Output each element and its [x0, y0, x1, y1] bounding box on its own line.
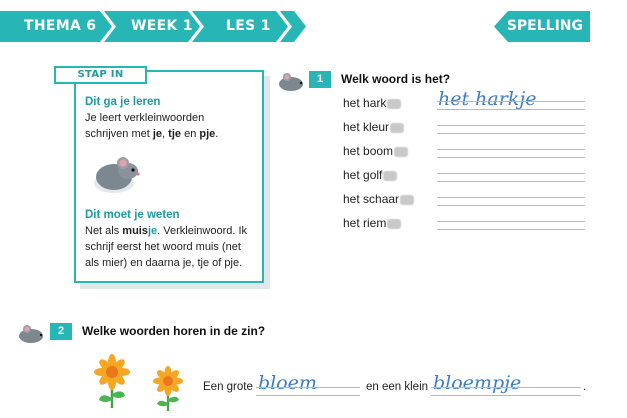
answer-bloem: bloem: [258, 372, 317, 394]
goal-text-line-2: schrijven met je, tje en pje.: [85, 128, 219, 140]
mouse-illustration: [92, 155, 144, 195]
word-item: het riem: [343, 216, 401, 230]
word-item: het schaar: [343, 192, 414, 206]
goal-heading: Dit ga je leren: [85, 96, 161, 108]
answer-line[interactable]: [437, 101, 585, 102]
answer-line[interactable]: [437, 181, 585, 182]
answer-line[interactable]: [437, 133, 585, 134]
sentence-mid: en een klein: [366, 381, 429, 393]
big-flower-illustration: [93, 354, 131, 410]
goal-text-line-1: Je leert verkleinwoorden: [85, 112, 205, 124]
answer-line[interactable]: [431, 395, 581, 396]
sentence-start: Een grote: [203, 381, 253, 393]
answer-line[interactable]: [437, 149, 585, 150]
exercise-1-question: Welk woord is het?: [341, 72, 451, 86]
breadcrumb-les[interactable]: LES 1: [226, 18, 271, 34]
know-text-line-2: schrijf eerst het woord muis (net: [85, 241, 241, 253]
example-answer: het harkje: [438, 88, 537, 110]
word-item: het boom: [343, 144, 408, 158]
subject-label: SPELLING: [506, 18, 583, 34]
breadcrumb-week[interactable]: WEEK 1: [131, 18, 193, 34]
answer-line[interactable]: [437, 157, 585, 158]
mouse-icon: [276, 70, 306, 92]
answer-line[interactable]: [437, 125, 585, 126]
word-item: het kleur: [343, 120, 404, 134]
know-text-line-1: Net als muisje. Verkleinwoord. Ik: [85, 225, 248, 237]
word-item: het hark: [343, 96, 401, 110]
answer-bloempje: bloempje: [433, 372, 522, 394]
exercise-1-number: 1: [309, 71, 331, 88]
answer-line[interactable]: [437, 205, 585, 206]
know-text-line-3: als mier) en daarna je, tje of pje.: [85, 257, 243, 269]
sentence-end: .: [583, 381, 587, 393]
know-heading: Dit moet je weten: [85, 209, 180, 221]
answer-line[interactable]: [256, 387, 360, 388]
mouse-icon: [14, 322, 46, 344]
answer-line[interactable]: [437, 109, 585, 110]
stap-in-tab: STAP IN: [54, 66, 147, 84]
breadcrumb-thema[interactable]: THEMA 6: [24, 18, 97, 34]
word-item: het golf: [343, 168, 397, 182]
answer-line[interactable]: [431, 387, 581, 388]
answer-line[interactable]: [437, 221, 585, 222]
answer-line[interactable]: [437, 197, 585, 198]
answer-line[interactable]: [437, 229, 585, 230]
answer-line[interactable]: [437, 173, 585, 174]
exercise-2-question: Welke woorden horen in de zin?: [82, 324, 266, 338]
small-flower-illustration: [152, 366, 184, 412]
exercise-2-number: 2: [50, 323, 72, 340]
answer-line[interactable]: [256, 395, 360, 396]
